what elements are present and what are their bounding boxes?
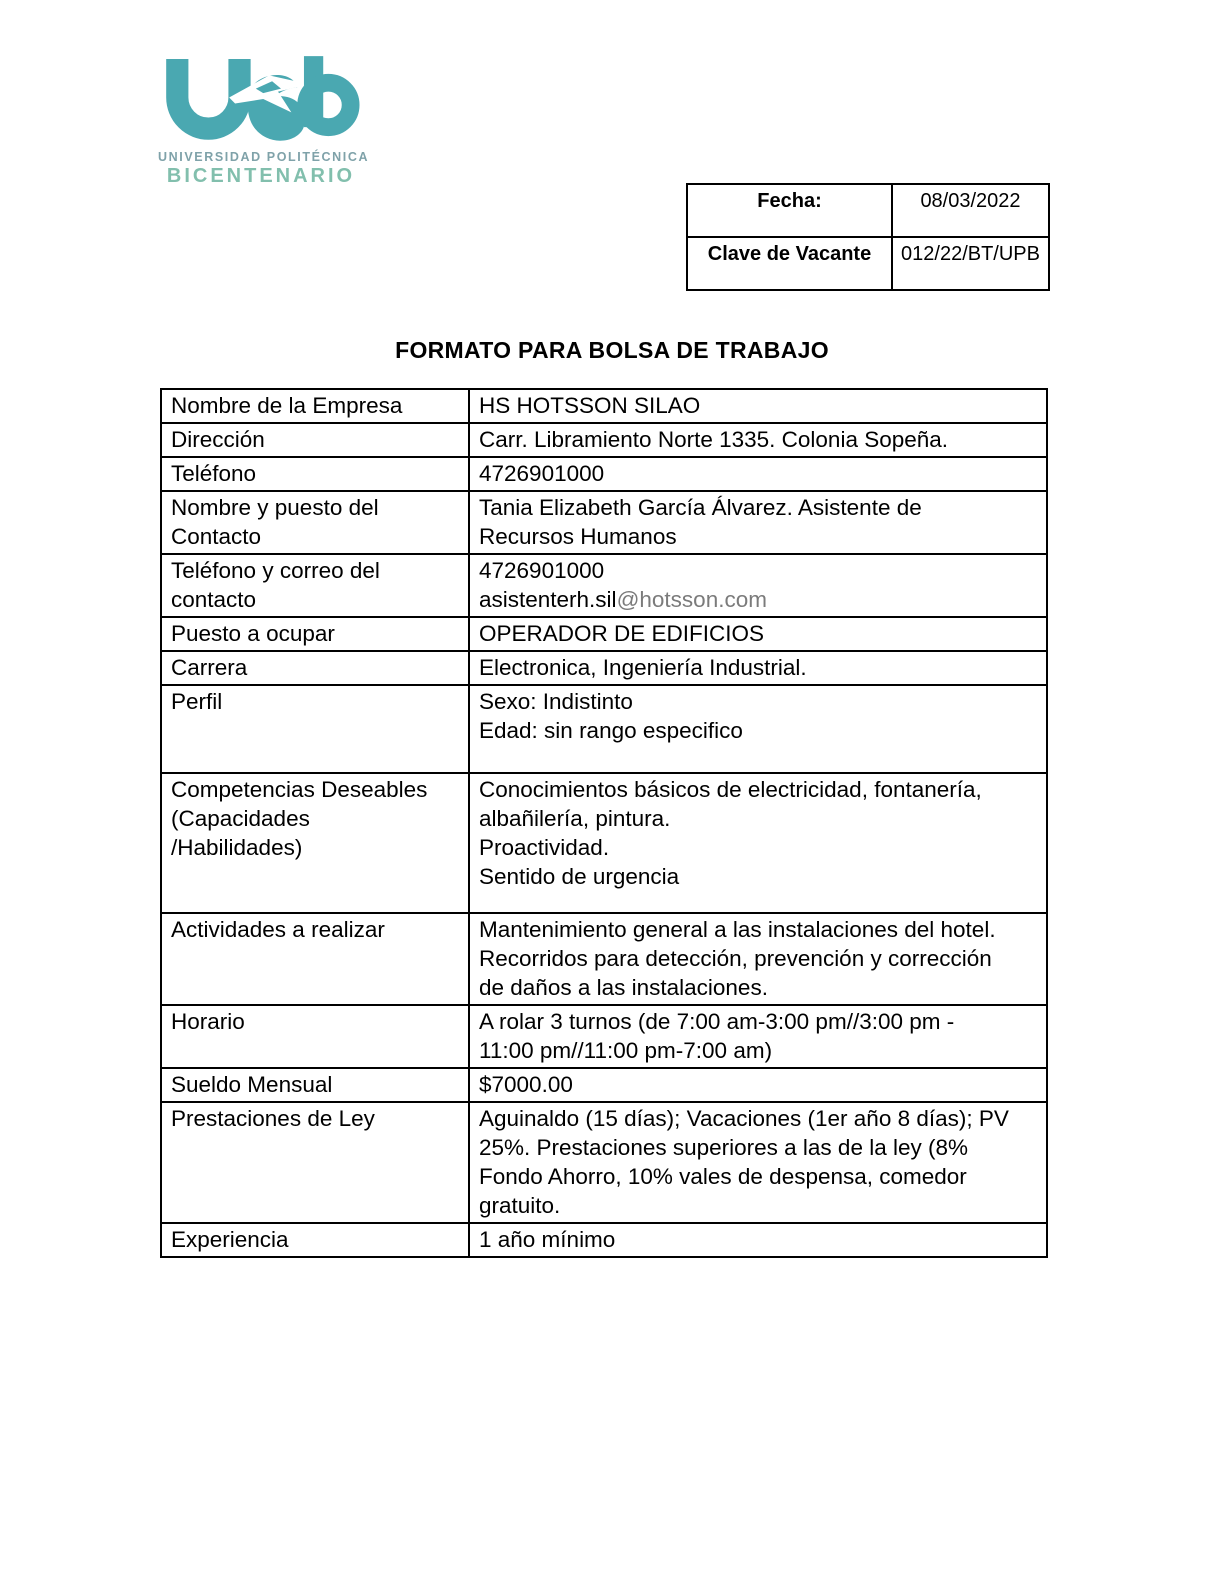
text-line	[171, 1070, 462, 1099]
field-value-cell	[469, 773, 1047, 913]
text-segment: Recursos Humanos	[479, 524, 677, 549]
text-line	[479, 1007, 1040, 1036]
text-segment: de daños a las instalaciones.	[479, 975, 768, 1000]
field-value-cell	[469, 651, 1047, 685]
text-line	[171, 1225, 462, 1254]
field-value-cell	[469, 423, 1047, 457]
text-line	[479, 493, 1040, 522]
text-line	[479, 522, 1040, 551]
header-row-1	[687, 237, 1049, 290]
text-line	[479, 833, 1040, 862]
text-segment: Teléfono y correo del	[171, 558, 380, 583]
table-row-prestaciones	[161, 1102, 1047, 1223]
text-line	[171, 619, 462, 648]
job-posting-table	[160, 388, 1048, 1258]
text-line	[479, 653, 1040, 682]
text-line	[479, 1162, 1040, 1191]
text-segment: (Capacidades	[171, 806, 310, 831]
text-line	[479, 585, 1040, 614]
field-value-cell	[469, 1223, 1047, 1257]
text-line	[479, 973, 1040, 1002]
text-line	[479, 1104, 1040, 1133]
text-line	[171, 493, 462, 522]
text-line	[171, 687, 462, 716]
job-posting-body	[161, 389, 1047, 1257]
text-segment: Proactividad.	[479, 835, 610, 860]
text-segment: Perfil	[171, 689, 223, 714]
field-value-cell	[469, 554, 1047, 617]
text-segment: 11:00 pm//11:00 pm-7:00 am)	[479, 1038, 773, 1063]
text-segment: Recorridos para detección, prevención y corrección	[479, 946, 992, 971]
text-line	[171, 522, 462, 551]
field-label-cell	[161, 1068, 469, 1102]
text-line	[479, 1036, 1040, 1065]
text-segment: Mantenimiento general a las instalaciones del hotel.	[479, 917, 996, 942]
text-segment: Carr. Libramiento Norte 1335. Colonia Sopeña.	[479, 427, 949, 452]
table-row-nombre-puesto-contacto	[161, 491, 1047, 554]
table-row-sueldo	[161, 1068, 1047, 1102]
text-line	[479, 915, 1040, 944]
text-segment: /Habilidades)	[171, 835, 303, 860]
header-value-cell: 08/03/2022	[892, 184, 1049, 237]
text-line	[479, 862, 1040, 891]
table-row-carrera	[161, 651, 1047, 685]
text-line	[479, 687, 1040, 716]
text-segment: OPERADOR DE EDIFICIOS	[479, 621, 765, 646]
text-line	[171, 653, 462, 682]
table-row-nombre-empresa	[161, 389, 1047, 423]
table-row-actividades	[161, 913, 1047, 1005]
field-value-cell	[469, 491, 1047, 554]
text-line	[479, 619, 1040, 648]
field-label-cell	[161, 1005, 469, 1068]
document-title: FORMATO PARA BOLSA DE TRABAJO	[395, 337, 829, 363]
text-segment: Tania Elizabeth García Álvarez. Asistente de	[479, 495, 922, 520]
text-segment: 25%. Prestaciones superiores a las de la ley (8%	[479, 1135, 969, 1160]
field-label-cell	[161, 423, 469, 457]
text-segment: Teléfono	[171, 461, 257, 486]
header-label-cell: Fecha:	[687, 184, 892, 237]
field-value-cell	[469, 617, 1047, 651]
field-label-cell	[161, 1102, 469, 1223]
field-value-cell	[469, 389, 1047, 423]
text-segment: Electronica, Ingeniería Industrial.	[479, 655, 807, 680]
text-segment: Competencias Deseables	[171, 777, 428, 802]
table-row-experiencia	[161, 1223, 1047, 1257]
table-row-telefono	[161, 457, 1047, 491]
text-line	[479, 1070, 1040, 1099]
text-line	[479, 391, 1040, 420]
field-label-cell	[161, 491, 469, 554]
table-row-direccion	[161, 423, 1047, 457]
header-info-table	[686, 183, 1050, 291]
field-label-cell	[161, 773, 469, 913]
field-label-cell	[161, 685, 469, 773]
text-line	[479, 804, 1040, 833]
header-value-cell: 012/22/BT/UPB	[892, 237, 1049, 290]
field-value-cell	[469, 1102, 1047, 1223]
text-line	[171, 775, 462, 804]
header-label-cell: Clave de Vacante	[687, 237, 892, 290]
field-label-cell	[161, 913, 469, 1005]
text-segment: Sueldo Mensual	[171, 1072, 333, 1097]
email-domain-text: @hotsson.com	[616, 587, 767, 612]
field-label-cell	[161, 457, 469, 491]
field-label-cell	[161, 389, 469, 423]
text-line	[479, 944, 1040, 973]
logo-university-text: UNIVERSIDAD POLITÉCNICA	[158, 150, 370, 164]
text-segment: contacto	[171, 587, 257, 612]
field-value-cell	[469, 1068, 1047, 1102]
table-row-competencias	[161, 773, 1047, 913]
text-segment: Experiencia	[171, 1227, 289, 1252]
text-segment: 4726901000	[479, 558, 605, 583]
text-segment: 4726901000	[479, 461, 605, 486]
field-value-cell	[469, 1005, 1047, 1068]
text-line	[171, 391, 462, 420]
upb-bird-monogram-icon	[161, 56, 361, 148]
table-row-perfil	[161, 685, 1047, 773]
table-row-horario	[161, 1005, 1047, 1068]
text-segment: Sexo: Indistinto	[479, 689, 633, 714]
text-segment: Nombre de la Empresa	[171, 393, 403, 418]
text-segment: $7000.00	[479, 1072, 573, 1097]
text-line	[171, 425, 462, 454]
text-segment: Conocimientos básicos de electricidad, fontanería,	[479, 777, 982, 802]
text-line	[479, 716, 1040, 745]
text-segment: Carrera	[171, 655, 248, 680]
text-line	[171, 804, 462, 833]
text-segment: 1 año mínimo	[479, 1227, 616, 1252]
text-line	[171, 1007, 462, 1036]
text-segment: Edad: sin rango especifico	[479, 718, 743, 743]
table-row-puesto-ocupar	[161, 617, 1047, 651]
text-line	[171, 459, 462, 488]
field-value-cell	[469, 685, 1047, 773]
text-segment: Aguinaldo (15 días); Vacaciones (1er año 8 días); PV	[479, 1106, 1009, 1131]
logo-bicentenario-text: BICENTENARIO	[166, 165, 356, 187]
upb-logo	[158, 56, 370, 188]
table-row-telefono-correo-contacto	[161, 554, 1047, 617]
text-line	[171, 585, 462, 614]
text-segment: Actividades a realizar	[171, 917, 385, 942]
header-info-body	[687, 184, 1049, 290]
text-segment: Dirección	[171, 427, 265, 452]
text-line	[479, 1225, 1040, 1254]
text-line	[171, 556, 462, 585]
text-segment: A rolar 3 turnos (de 7:00 am-3:00 pm//3:00 pm -	[479, 1009, 955, 1034]
text-segment: Nombre y puesto del	[171, 495, 379, 520]
text-segment: Horario	[171, 1009, 245, 1034]
field-value-cell	[469, 913, 1047, 1005]
text-segment: gratuito.	[479, 1193, 561, 1218]
header-row-0	[687, 184, 1049, 237]
text-segment: Fondo Ahorro, 10% vales de despensa, comedor	[479, 1164, 967, 1189]
text-line	[479, 459, 1040, 488]
text-segment: asistenterh.sil	[479, 587, 617, 612]
field-label-cell	[161, 651, 469, 685]
field-value-cell	[469, 457, 1047, 491]
text-line	[171, 833, 462, 862]
text-line	[171, 1104, 462, 1133]
text-line	[479, 425, 1040, 454]
field-label-cell	[161, 1223, 469, 1257]
text-segment: Prestaciones de Ley	[171, 1106, 375, 1131]
text-line	[479, 1191, 1040, 1220]
text-line	[479, 775, 1040, 804]
text-segment: HS HOTSSON SILAO	[479, 393, 701, 418]
text-segment: albañilería, pintura.	[479, 806, 671, 831]
text-line	[171, 915, 462, 944]
text-segment: Puesto a ocupar	[171, 621, 335, 646]
text-segment: Sentido de urgencia	[479, 864, 680, 889]
field-label-cell	[161, 554, 469, 617]
text-segment: Contacto	[171, 524, 262, 549]
field-label-cell	[161, 617, 469, 651]
text-line	[479, 1133, 1040, 1162]
text-line	[479, 556, 1040, 585]
